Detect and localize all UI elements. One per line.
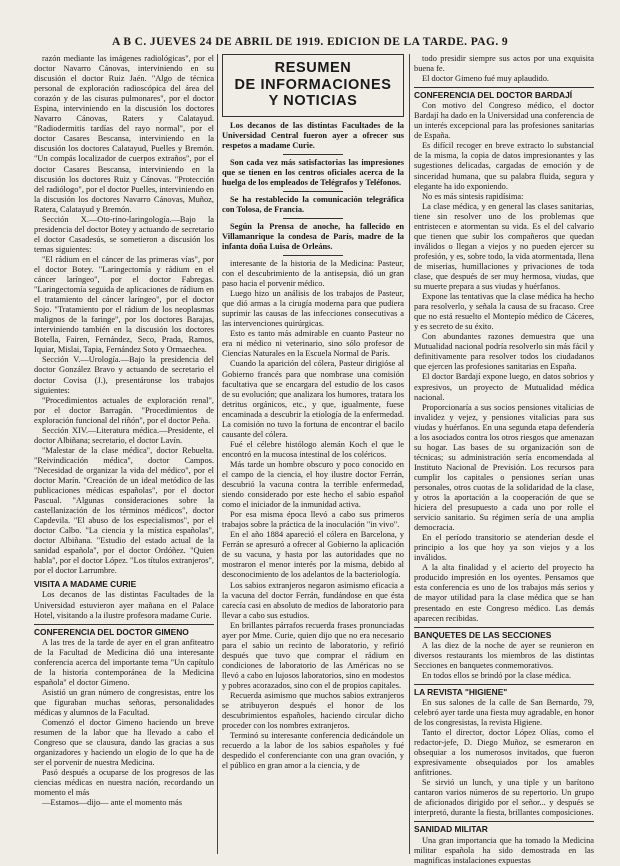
column-1 — [34, 54, 214, 854]
article-paragraph: No es más sintesis rapidísima: — [422, 191, 524, 201]
page-header: A B C. JUEVES 24 DE ABRIL DE 1919. EDICION DE LA TARDE. PAG. 9 — [111, 36, 509, 48]
column-2 — [222, 54, 404, 854]
brief-separator — [283, 255, 343, 256]
article-paragraph: El doctor Bardají expone luego, en datos sobrios y expresivos, un proyecto de Mutualidad médica nacional. — [414, 372, 594, 402]
article-paragraph: Por esa misma época llevó a cabo sus primeros trabajos sobre la práctica de la inoculación "in vivo". — [222, 510, 404, 530]
article-paragraph: "Procedimientos actuales de exploración renal", por el doctor Barragán. "Procedimientos de exploración funcional del riñón", por el doctor Peña. — [34, 395, 214, 425]
article-paragraph: En el período transitorio se atenderían desde el principio a los que hoy ya son viejos y a los inválidos. — [414, 533, 594, 563]
summary-title-line: DE INFORMACIONES — [234, 76, 392, 93]
brief-separator — [283, 218, 343, 219]
article-paragraph: "Malestar de la clase médica", doctor Rebuelta. "Reivindicación médica", doctor Campos. "Necesidad de organizar la vida del médico", por el doctor Marín. "Creación de un ideal metódico de las publicaciones médicas españolas", por el doctor Pascual. "Algunas consideraciones sobre la castellanización de los términos médicos", doctor Capdevila. "El abuso de los especialismos", por el doctor Calbo. "La ciencia y la mística españolas", doctor Albiñana. "Estudio del estado actual de la sanidad española", por el doctor Ordóñez. "Quien habla", por el doctor López. "Los títulos extranjeros", por el doctor Larrumbre. — [34, 445, 214, 576]
section-heading: LA REVISTA "HIGIENE" — [414, 684, 594, 697]
article-paragraph: interesante de la historia de la Medicina: Pasteur, con el descubrimiento de la antisepsia, dió un gran paso hacia el porvenir médico. — [222, 259, 404, 289]
brief-separator — [283, 154, 343, 155]
article-paragraph: Cuando la aparición del cólera, Pasteur dirigióse al Gobierno francés para que nombrase una comisión facultativa que se encargara del estudio de los casos de su evolución; que analizara los humores, tratara los detritus orgánicos, etc., y que, igualmente, fuese encaminada a descubrir la etiología de la enfermedad. La comisión no tuvo la fortuna de encontrar el bacilo causante del cólera. — [222, 359, 404, 439]
article-paragraph: Terminó su interesante conferencia dedicándole un recuerdo a la labor de los sabios españoles y fué despedido el conferenciante con una gran ovación, y el público en gran amor a la ciencia, y de — [222, 731, 404, 771]
article-paragraph: Más tarde un hombre obscuro y poco conocido en el campo de la ciencia, el hoy ilustre doctor Ferrán, descubrió la vacuna contra la terrible enfermedad, siendo considerado por este hecho el sabio español como el iniciador de la inmunidad activa. — [222, 459, 404, 510]
article-paragraph: Sección XIV.—Literatura médica.—Presidente, el doctor Albiñana; secretario, el doctor Lavín. — [34, 425, 214, 445]
article-paragraph: Con motivo del Congreso médico, el doctor Bardají ha dado en la Universidad una conferencia de un interés excepcional para las profesiones sanitarias de España. — [414, 101, 594, 141]
article-paragraph: Se sirvió un lunch, y una tiple y un barítono cantaron varios números de su repertorio. Un grupo de aficionados dirigido por el señor... y después se interpretó, durante la fiesta, brillantes composiciones. — [414, 778, 594, 818]
article-paragraph: Los sabios extranjeros negaron asimismo eficacia a la vacuna del doctor Ferrán, fundándose en que ésta carecía casi en absoluto de medios de laboratorio para llevar a cabo sus estudios. — [222, 580, 404, 620]
article-paragraph: Tanto el director, doctor López Olías, como el redactor-jefe, D. Diego Muñoz, se esmeraron en obsequiar a los numerosos invitados, que fueron expresivamente obsequiados por los amables anfitriones. — [414, 728, 594, 778]
article-paragraph: Esto es tanto más admirable en cuanto Pasteur no era ni médico ni veterinario, sino sólo profesor de Ciencias Naturales en la Escuela Normal de París. — [222, 329, 404, 359]
news-brief: Los decanos de las distintas Facultades de la Universidad Central fueron ayer a ofrecer sus respetos a madame Curie. — [222, 120, 404, 150]
summary-box-title — [222, 54, 404, 117]
column-rule-2 — [409, 54, 410, 854]
article-paragraph: A las tres de la tarde de ayer en el gran anfiteatro de la Facultad de Medicina dió una interesante conferencia acerca del importante tema "Un capítulo de la historia contemporánea de la Medicina española" el doctor Gimeno. — [34, 637, 214, 687]
article-paragraph: En sus salones de la calle de San Bernardo, 79, celebró ayer tarde una fiesta muy agradable, en honor de los congresistas, la revista Higiene. — [414, 697, 594, 727]
article-paragraph: Una gran importancia que ha tomado la Medicina militar española ha sido demostrada en las magnificas instalaciones expuestas — [414, 835, 594, 865]
article-paragraph: Los decanos de las distintas Facultades de la Universidad estuvieron ayer mañana en el Palace Hotel, visitando a la ilustre profesora madame Curie. — [34, 590, 214, 620]
article-paragraph: "El rádium en el cáncer de las primeras vías", por el doctor Botey. "Laringectomía y rádium en el cáncer laríngeo", por el doctor Fabregas. "Laringectomía seguida de aplicaciones de rádium en el tratamiento del cáncer laríngeo", por el doctor Sojo. "Tratamiento por el rádium de los neoplasmas malignos de la faringe", por los doctores Barajas, interviniendo también en la discusión los doctores Botella, Fairen, Fernández, Seco, Prada, Ramos, Iquiar, Mislai, Tapia, Fernández Soto y Ormaechea. — [34, 254, 214, 355]
article-paragraph: razón mediante las imágenes radiológicas", por el doctor Navarro Cánovas, interviniendo en su discusión el doctor Ruiz Jaén. "Algo de técnica personal de exploración radioscópica del área del corazón y de las cisuras pulmonares", por el doctor Espina, interviniendo en la discusión los doctores Navarro Cánovas, Raters y Calatayud. "Radiodermitis tardías del rayo normal", por el doctor Casares Bescansa, interviniendo en la discusión los doctores Calatayud, Puelles y Bremón. "Un compás localizador de cuerpos extraños", por el doctor Casares Bescansa, interviniendo en la discusión los doctores Ruiz y Cánovas. "Protección del radiólogo", por el doctor Puelles, interviniendo en la discusión los doctores Navarro Cánovas, Muñoz, Ratera, Calatayud y Bremón. — [34, 54, 214, 214]
section-heading: SANIDAD MILITAR — [414, 821, 594, 834]
article-paragraph: Es difícil recoger en breve extracto lo substancial de la misma, la copia de datos impresionantes y las sugestiones delicadas, cargadas de emoción y de sinceridad humana, que su palabra fluida, segura y elegante ha ido exponiendo. — [414, 141, 594, 191]
article-paragraph: todo presidir siempre sus actos por una exquisita buena fe. — [414, 54, 594, 74]
article-paragraph: Fué el célebre histólogo alemán Koch el que le encontró en la mucosa intestinal de los coléricos. — [222, 439, 404, 459]
column-3 — [414, 54, 594, 865]
article-paragraph: En el año 1884 apareció el cólera en Barcelona, y Ferrán se apresuró a ofrecer al Gobierno la aplicación de su vacuna, y hasta por las autoridades que no mostraron el menor interés por la misma, debido al desconocimiento de los adelantos de la bacteriología. — [222, 530, 404, 580]
article-paragraph: Recuerda asimismo que muchos sabios extranjeros se atribuyeron después el honor de los descubrimientos españoles, haciendo circular dicho proceder con los nombres extranjeros. — [222, 691, 404, 731]
news-brief: Según la Prensa de anoche, ha fallecido en Villamanrique la condesa de París, madre de la infanta doña Luisa de Orleáns. — [222, 221, 404, 251]
article-paragraph: Luego hizo un análisis de los trabajos de Pasteur, que dió armas a la cirugía moderna para que pudiera suprimir las causas de las infecciones consecutivas a las intervenciones quirúrgicas. — [222, 289, 404, 329]
article-paragraph: Sección X.—Oto-rino-laringología.—Bajo la presidencia del doctor Botey y actuando de secretario el doctor Casadesús, se sometieron a discusión los temas siguientes: — [34, 214, 214, 254]
news-brief: Se ha restablecido la comunicación telegráfica con Tolosa, de Francia. — [222, 194, 404, 214]
article-paragraph: Expone las tentativas que la clase médica ha hecho para resolverlo, y señala la causa de su fracaso. Cree que no está resuelto el Montepío médico de Cáceres, y es secreto de su éxito. — [414, 292, 594, 332]
article-paragraph: —Estamos—dijo— ante el momento más — [42, 798, 183, 808]
article-paragraph: En brillantes párrafos recuerda frases pronunciadas ayer por Mme. Curie, quien dijo que no era necesario para el sabio un recinto de laboratorio, y refirió después que tuvo que comprar el rádium en condiciones de laboratorio de las Américas no se llevó a cabo en lujosos laboratorios, sino en modestos y pobres acorazados, sino con el de propios capitales. — [222, 620, 404, 690]
summary-title-line: RESUMEN — [274, 60, 352, 76]
article-paragraph: La clase médica, y en general las clases sanitarias, tiene sin resolver uno de los problemas que entristecen e atormentan su vida. Es el del calvario que tienen que subir los compañeros que quedan inválidos o llegan a viejos y no pueden ejercer su profesión, y es, sobre todo, la vida atormentada, llena de miserias, humillaciones y privaciones de toda clase, que después de ser muy hermosa, viudas, que su muerte prepara a sus viudas y huérfanos. — [414, 201, 594, 292]
article-paragraph: El doctor Gimeno fué muy aplaudido. — [422, 74, 549, 84]
article-paragraph: Pasó después a ocuparse de los progresos de las ciencias médicas en nuestra nación, recordando un momento el más — [34, 768, 214, 798]
article-paragraph: A la alta finalidad y el acierto del proyecto ha producido impresión en los oyentes. Pensamos que esta conferencia es uno de los trabajos más serios y de mayor utilidad para la clase médica que se han presentado en este Congreso médico. Las demás aparecen recibidas. — [414, 563, 594, 623]
news-brief: Son cada vez más satisfactorias las impresiones que se tienen en los centros oficiales acerca de la huelga de los empleados de Telégrafos y Teléfonos. — [222, 157, 404, 187]
section-heading: BANQUETES DE LAS SECCIONES — [414, 627, 594, 640]
article-paragraph: Con abundantes razones demuestra que una Mutualidad nacional podría resolverlo sin más fácil y definitivamente para resolver todos los ciudadanos que ejercen las profesiones sanitarias en España. — [414, 332, 594, 372]
article-paragraph: Comenzó el doctor Gimeno haciendo un breve resumen de la labor que ha llevado a cabo el Congreso que se clausura, dando las gracias a sus organizadores y haciendo un elogio de lo que ha de ser el porvenir de nuestra Medicina. — [34, 718, 214, 768]
section-heading: CONFERENCIA DEL DOCTOR BARDAJÍ — [414, 87, 594, 100]
article-paragraph: Sección V.—Urología.—Bajo la presidencia del doctor González Bravo y actuando de secretario el doctor Covisa (J.), presentáronse los trabajos siguientes: — [34, 355, 214, 395]
article-paragraph: Asistió un gran número de congresistas, entre los que figuraban muchas señoras, personalidades médicas y alumnos de la Facultad. — [34, 687, 214, 717]
brief-separator — [283, 191, 343, 192]
article-paragraph: Proporcionaría a sus socios pensiones vitalicias de invalidez y vejez, y pensiones vitalicias para sus viudas y huérfanos. En una segunda etapa defendería a los asociados contra los otros riesgos que amenazan su hogar. Las bases de su organización son de técnicas; su administración sería encomendada al Instituto Nacional de Previsión. Los recursos para cumplir los capitales o pensiones serían unas personales, otros cuotas de la solidaridad de la clase, y otros la aportación a la cooperación de que se hiciera del presupuesto a cada uno por rolle el servicio sanitario. Su régimen sería de una amplia democracia. — [414, 402, 594, 533]
summary-title-line: Y NOTICIAS — [268, 93, 358, 109]
article-paragraph: En todos ellos se brindó por la clase médica. — [422, 670, 572, 680]
section-heading: VISITA A MADAME CURIE — [34, 579, 137, 590]
section-heading: CONFERENCIA DEL DOCTOR GIMENO — [34, 624, 214, 637]
column-rule-1 — [217, 54, 218, 854]
article-paragraph: A las diez de la noche de ayer se reunieron en diversos restaurants los miembros de las distintas Secciones en banquetes conmemorativos. — [414, 640, 594, 670]
